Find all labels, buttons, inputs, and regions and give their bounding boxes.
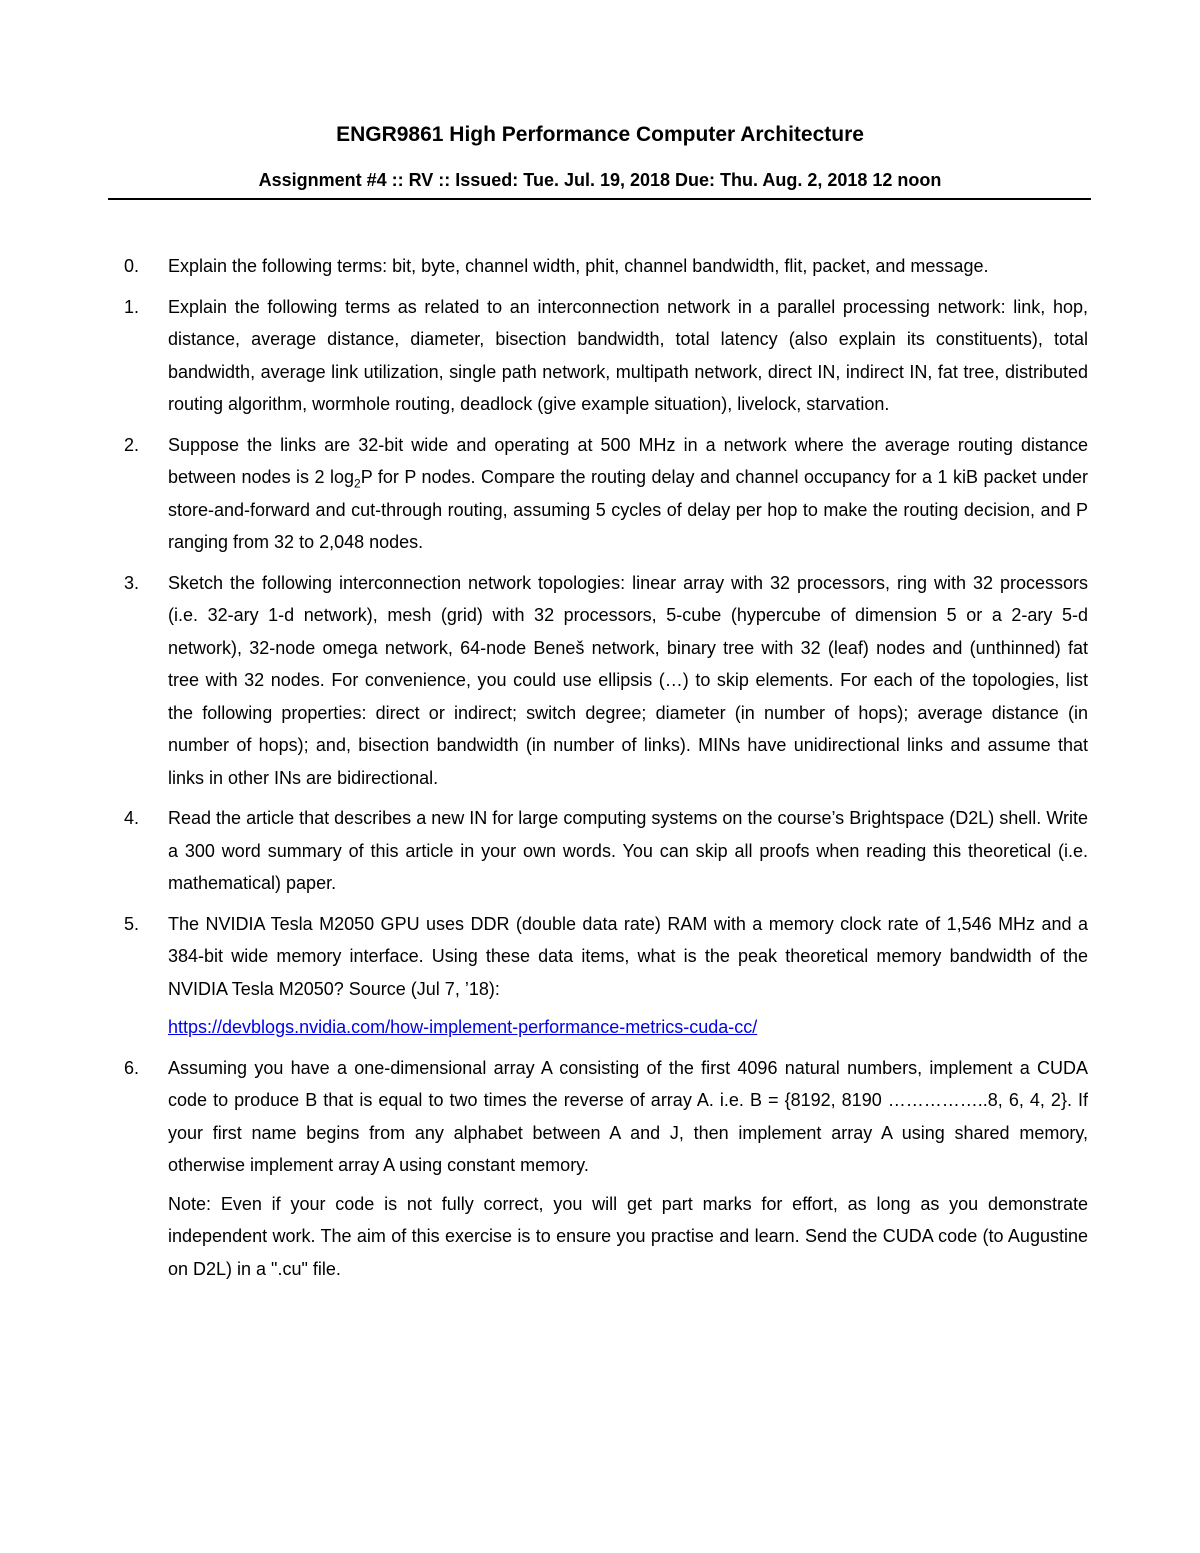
question-text-part: Suppose the links are 32-bit wide and operating at 500 MHz in a network where the average routing distance between nodes is 2 log: [168, 434, 1088, 487]
source-link[interactable]: https://devblogs.nvidia.com/how-implement-performance-metrics-cuda-cc/: [168, 1017, 758, 1037]
question-text: The NVIDIA Tesla M2050 GPU uses DDR (double data rate) RAM with a memory clock rate of 1,546 MHz and a 384-bit wide memory interface. Using these data items, what is the peak theoretical memory bandwidth of the NVIDIA Tesla M2050? Source (Jul 7, ’18):: [168, 913, 1088, 999]
question-text: Sketch the following interconnection network topologies: linear array with 32 processors, ring with 32 processors (i.e. 32-ary 1-d network), mesh (grid) with 32 processors, 5-cube (hypercube of dimension 5 or a 2-ary 5-d network), 32-node omega network, 64-node Beneš network, binary tree with 32 (leaf) nodes and (unthinned) fat tree with 32 nodes. For convenience, you could use ellipsis (…) to skip elements. For each of the topologies, list the following properties: direct or indirect; switch degree; diameter (in number of hops); average distance (in number of hops); and, bisection bandwidth (in number of links). MINs have unidirectional links and assume that links in other INs are bidirectional.: [168, 572, 1088, 788]
question-text: Read the article that describes a new IN for large computing systems on the course’s Brightspace (D2L) shell. Write a 300 word summary of this article in your own words. You can skip all proofs when reading this theoretical (i.e. mathematical) paper.: [168, 808, 1088, 893]
question-text: Assuming you have a one-dimensional array A consisting of the first 4096 natural numbers, implement a CUDA code to produce B that is equal to two times the reverse of array A. i.e. B = {8192, 8190 ……………..8, 6, 4, 2}. If your first name begins from any alphabet between A and J, then implement array A using shared memory, otherwise implement array A using constant memory.: [168, 1057, 1088, 1175]
question-2: [0, 429, 1200, 559]
question-4: [0, 802, 1200, 900]
question-note: Note: Even if your code is not fully correct, you will get part marks for effort, as long as you demonstrate independent work. The aim of this exercise is to ensure you practise and learn. Send the CUDA code (to Augustine on D2L) in a ".cu" file.: [168, 1193, 1088, 1279]
question-number: 5.: [124, 913, 140, 934]
question-6: [0, 1052, 1200, 1286]
assignment-info: Assignment #4 :: RV :: Issued: Tue. Jul. 19, 2018 Due: Thu. Aug. 2, 2018 12 noon: [258, 170, 942, 190]
question-number: 1.: [124, 296, 140, 317]
question-3: [0, 567, 1200, 795]
question-number: 6.: [124, 1057, 140, 1078]
question-text: [168, 429, 1088, 559]
question-5: [0, 908, 1200, 1044]
question-1: [0, 291, 1200, 421]
question-text-part: P for P nodes. Compare the routing delay and channel occupancy for a 1 kiB packet under store-and-forward and cut-through routing, assuming 5 cycles of delay per hop to make the routing decision, and P ranging from 32 to 2,048 nodes.: [168, 467, 1088, 552]
header-divider: [108, 198, 1091, 200]
document-title: ENGR9861 High Performance Computer Architecture: [336, 123, 864, 146]
subscript: 2: [354, 476, 361, 491]
question-number: 4.: [124, 808, 140, 828]
question-number: 0.: [124, 256, 140, 276]
question-list: [0, 250, 1200, 1293]
question-0: [0, 250, 1200, 283]
question-text: Explain the following terms as related to an interconnection network in a parallel processing network: link, hop, distance, average distance, diameter, bisection bandwidth, total latency (also explain its constituents), total bandwidth, average link utilization, single path network, multipath network, direct IN, indirect IN, fat tree, distributed routing algorithm, wormhole routing, deadlock (give example situation), livelock, starvation.: [168, 296, 1088, 414]
question-number: 3.: [124, 572, 140, 593]
question-text: Explain the following terms: bit, byte, channel width, phit, channel bandwidth, flit, packet, and message.: [168, 256, 989, 276]
question-number: 2.: [124, 434, 140, 455]
